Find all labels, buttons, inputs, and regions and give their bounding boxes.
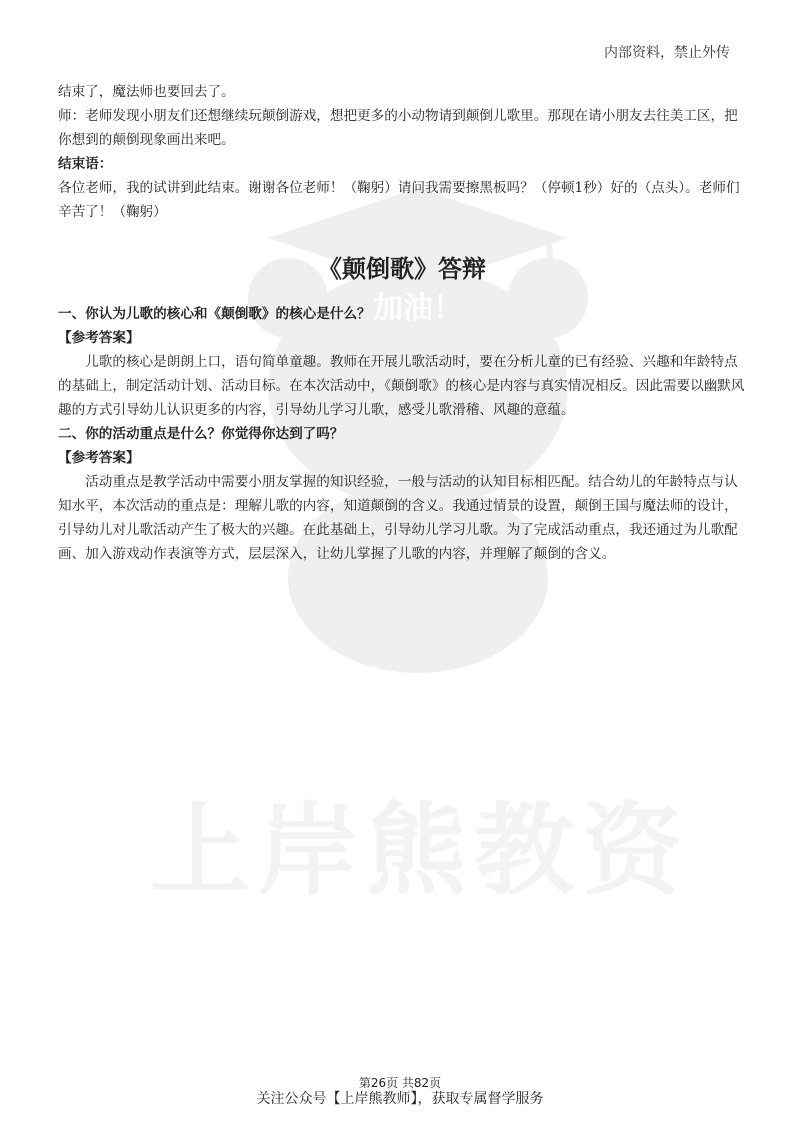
question-1: 一、你认为儿歌的核心和《颠倒歌》的核心是什么？ (58, 306, 371, 322)
section-title: 《颠倒歌》答辩 (318, 255, 486, 283)
answer-2: 活动重点是教学活动中需要小朋友掌握的知识经验，一般与活动的认知目标相匹配。结合幼儿的年龄特点与认知水平，本次活动的重点是：理解儿歌的内容，知道颠倒的含义。我通过情景的设置，颠倒王国与魔法师的设计，引导幼儿对儿歌活动产生了极大的兴趣。在此基础上，引导幼儿学习儿歌。为了完成活动重点，我还通过为儿歌配画、加入游戏动作表演等方式，层层深入，让幼儿掌握了儿歌的内容，并理解了颠倒的含义。 (58, 474, 738, 562)
paragraph: 结束了，魔法师也要回去了。 (58, 84, 235, 100)
page-footer (0, 1076, 800, 1108)
page-number: 第26页 共82页 (358, 1076, 442, 1090)
closing-label: 结束语： (58, 156, 113, 172)
closing-text: 各位老师，我的试讲到此结束。谢谢各位老师！（鞠躬）请问我需要擦黑板吗？（停顿1秒）好的（点头）。老师们辛苦了！（鞠躬） (58, 180, 740, 220)
footer-note: 关注公众号【上岸熊教师】，获取专属督学服务 (256, 1091, 544, 1107)
brand-watermark: 上岸熊教资 (150, 792, 690, 909)
answer-label-2: 【参考答案】 (58, 450, 140, 466)
paragraph: 师：老师发现小朋友们还想继续玩颠倒游戏，想把更多的小动物请到颠倒儿歌里。那现在请小朋友去往美工区，把你想到的颠倒现象画出来吧。 (58, 108, 738, 148)
question-2: 二、你的活动重点是什么？你觉得你达到了吗？ (58, 426, 344, 442)
watermark-badge-text: 加油！ (373, 291, 463, 326)
confidential-note: 内部资料，禁止外传 (604, 45, 730, 61)
answer-label-1: 【参考答案】 (58, 330, 140, 346)
document-body (58, 80, 746, 566)
answer-1: 儿歌的核心是朗朗上口，语句简单童趣。教师在开展儿歌活动时，要在分析儿童的已有经验、兴趣和年龄特点的基础上，制定活动计划、活动目标。在本次活动中，《颠倒歌》的核心是内容与真实情况相反。因此需要以幽默风趣的方式引导幼儿认识更多的内容，引导幼儿学习儿歌，感受儿歌滑稽、风趣的意蕴。 (58, 354, 745, 418)
